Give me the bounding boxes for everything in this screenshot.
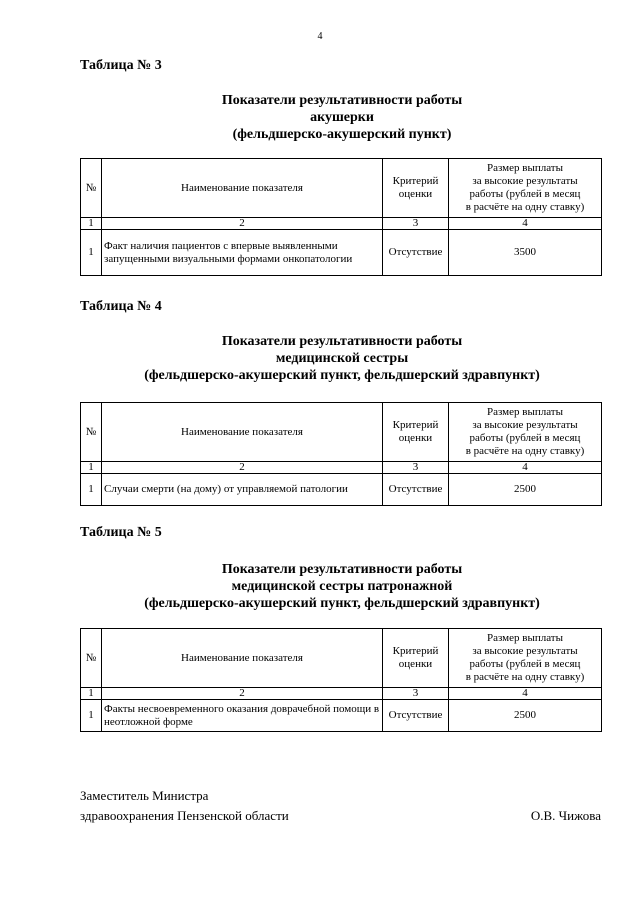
row-amount: 3500: [449, 230, 602, 276]
column-number: 3: [383, 688, 449, 700]
row-name: Факты несвоевременного оказания доврачебной помощи в неотложной форме: [102, 700, 383, 732]
table-row: [81, 700, 602, 732]
header-size-line: за высокие результаты: [472, 175, 578, 187]
row-num: 1: [81, 230, 102, 276]
row-amount: 2500: [449, 700, 602, 732]
header-size-line: работы (рублей в месяц: [469, 658, 581, 670]
header-num: №: [81, 629, 102, 688]
heading-line: (фельдшерско-акушерский пункт, фельдшерский здравпункт): [144, 596, 540, 611]
column-number: 2: [102, 462, 383, 474]
row-num: 1: [81, 700, 102, 732]
header-name: Наименование показателя: [102, 159, 383, 218]
table-header-row: [81, 629, 602, 688]
header-size-line: работы (рублей в месяц: [469, 432, 581, 444]
header-size-line: за высокие результаты: [472, 419, 578, 431]
column-number: 4: [449, 688, 602, 700]
header-name: Наименование показателя: [102, 403, 383, 462]
header-criterion: Критерий оценки: [383, 159, 449, 218]
column-number: 4: [449, 218, 602, 230]
signature-position: [80, 786, 289, 826]
header-size-line: работы (рублей в месяц: [469, 188, 581, 200]
table-header-row: [81, 403, 602, 462]
header-size-line: Размер выплаты: [486, 406, 564, 418]
heading-line: (фельдшерско-акушерский пункт): [232, 127, 452, 142]
header-num: №: [81, 403, 102, 462]
heading-line: Показатели результативности работы: [221, 562, 463, 577]
table-4-caption: Таблица № 4: [80, 299, 162, 314]
header-size-line: в расчёте на одну ставку): [465, 445, 585, 457]
table-5-caption: Таблица № 5: [80, 525, 162, 540]
column-number-row: [81, 462, 602, 474]
heading-line: Показатели результативности работы: [221, 93, 463, 108]
column-number: 1: [81, 462, 102, 474]
table-5-heading: [0, 561, 640, 612]
column-number: 2: [102, 688, 383, 700]
header-size-line: за высокие результаты: [472, 645, 578, 657]
header-criterion: Критерий оценки: [383, 629, 449, 688]
table-row: [81, 230, 602, 276]
heading-line: (фельдшерско-акушерский пункт, фельдшерский здравпункт): [144, 368, 540, 383]
header-size: [449, 159, 602, 218]
page-number: 4: [317, 31, 323, 42]
column-number: 3: [383, 462, 449, 474]
header-size-line: в расчёте на одну ставку): [465, 201, 585, 213]
signature-title-line: здравоохранения Пензенской области: [80, 808, 289, 823]
signature-title-line: Заместитель Министра: [80, 788, 209, 803]
table-4-heading: [0, 333, 640, 384]
heading-line: медицинской сестры патронажной: [231, 579, 453, 594]
header-size: [449, 403, 602, 462]
heading-line: акушерки: [310, 110, 374, 125]
column-number-row: [81, 688, 602, 700]
column-number-row: [81, 218, 602, 230]
table-3: [80, 158, 602, 276]
column-number: 1: [81, 688, 102, 700]
header-size-line: в расчёте на одну ставку): [465, 671, 585, 683]
row-num: 1: [81, 474, 102, 506]
header-size-line: Размер выплаты: [486, 632, 564, 644]
header-criterion: Критерий оценки: [383, 403, 449, 462]
table-header-row: [81, 159, 602, 218]
table-3-caption: Таблица № 3: [80, 58, 162, 73]
row-criterion: Отсутствие: [383, 474, 449, 506]
row-amount: 2500: [449, 474, 602, 506]
table-4: [80, 402, 602, 506]
column-number: 4: [449, 462, 602, 474]
header-size: [449, 629, 602, 688]
header-name: Наименование показателя: [102, 629, 383, 688]
header-size-line: Размер выплаты: [486, 162, 564, 174]
table-row: [81, 474, 602, 506]
column-number: 1: [81, 218, 102, 230]
header-num: №: [81, 159, 102, 218]
column-number: 2: [102, 218, 383, 230]
signature-name: О.В. Чижова: [530, 808, 601, 823]
row-name: Случаи смерти (на дому) от управляемой патологии: [102, 474, 383, 506]
row-criterion: Отсутствие: [383, 700, 449, 732]
row-name: Факт наличия пациентов с впервые выявленными запущенными визуальными формами онкопатологии: [102, 230, 383, 276]
table-3-heading: [0, 92, 640, 143]
heading-line: Показатели результативности работы: [221, 334, 463, 349]
heading-line: медицинской сестры: [275, 351, 409, 366]
column-number: 3: [383, 218, 449, 230]
row-criterion: Отсутствие: [383, 230, 449, 276]
table-5: [80, 628, 602, 732]
